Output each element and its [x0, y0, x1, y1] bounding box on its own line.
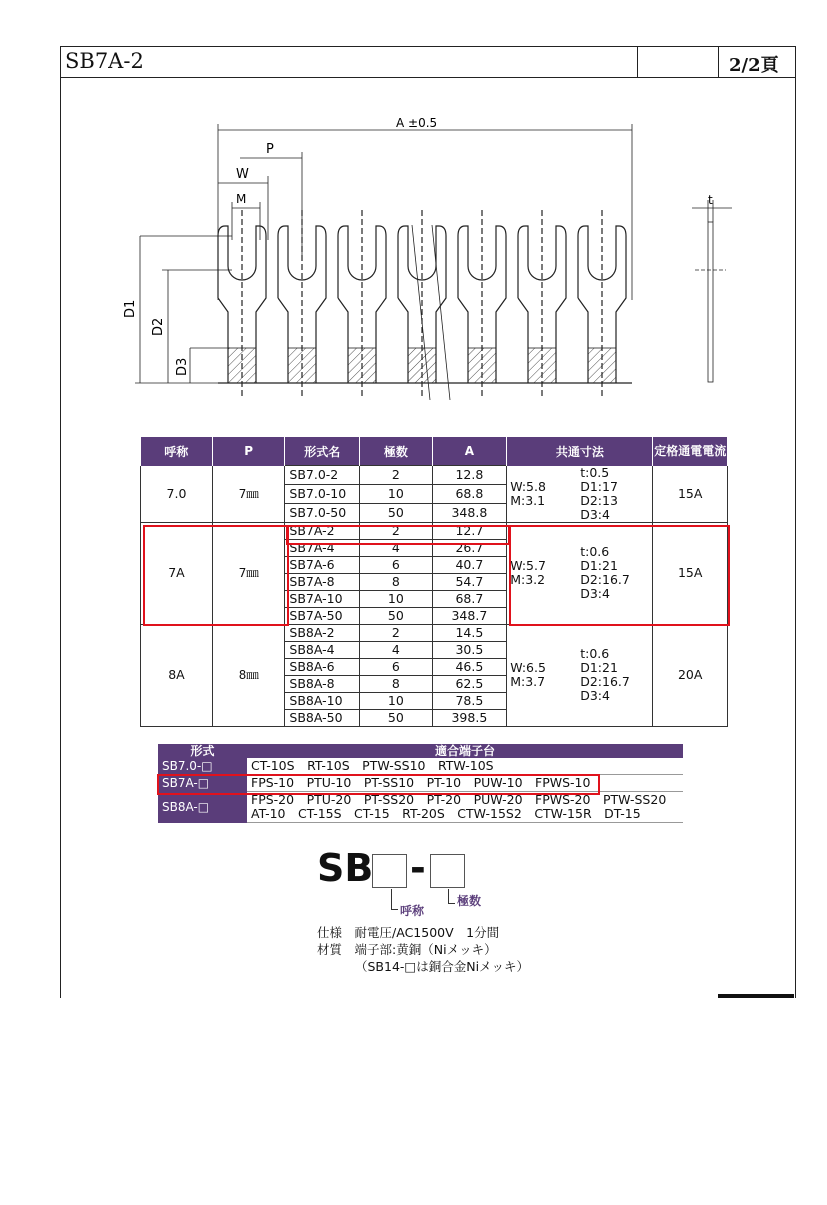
- length-cell: 68.7: [432, 590, 507, 607]
- dimension-value: D1:21: [580, 660, 618, 675]
- length-cell: 62.5: [432, 675, 507, 692]
- poles-cell: 50: [360, 709, 432, 726]
- length-cell: 26.7: [432, 539, 507, 556]
- dimension-value: D3:4: [580, 688, 610, 703]
- col-header: 形式: [158, 744, 247, 758]
- col-header: 共通寸法: [507, 437, 653, 466]
- rated-current: 20A: [653, 624, 728, 726]
- rated-current: 15A: [653, 522, 728, 624]
- group-name: 7A: [141, 522, 213, 624]
- poles-cell: 2: [360, 466, 432, 485]
- col-header: 定格通電電流: [653, 437, 728, 466]
- dimension-d1: D1: [123, 299, 138, 318]
- length-cell: 46.5: [432, 658, 507, 675]
- poles-cell: 8: [360, 573, 432, 590]
- hatched-base: [228, 348, 616, 383]
- poles-cell: 4: [360, 539, 432, 556]
- length-cell: 40.7: [432, 556, 507, 573]
- model-cell: SB7A-10: [285, 590, 360, 607]
- code-prefix: SB: [317, 846, 374, 890]
- model-cell: SB8A-10: [285, 692, 360, 709]
- terminal-line: AT-10 CT-15S CT-15 RT-20S CTW-15S2 CTW-15R DT-15: [251, 806, 641, 821]
- dimension-d3: D3: [175, 357, 190, 376]
- terminal-line: FPS-10 PTU-10 PT-SS10 PT-10 PUW-10 FPWS-10: [251, 775, 591, 790]
- dimension-value: D3:4: [580, 586, 610, 601]
- col-header: A: [432, 437, 507, 466]
- code-box-name: [372, 854, 407, 888]
- rated-current: 15A: [653, 466, 728, 523]
- material-note: （SB14-□は銅合金Niメッキ）: [355, 959, 530, 974]
- dimension-value: W:5.8: [510, 478, 546, 494]
- dimension-value: W:6.5: [510, 660, 546, 675]
- model-cell: SB7A-50: [285, 607, 360, 624]
- dimension-t: t: [708, 193, 713, 207]
- group-name: 7.0: [141, 466, 213, 523]
- poles-cell: 10: [360, 692, 432, 709]
- group-name: 8A: [141, 624, 213, 726]
- hatch-area: [528, 348, 556, 383]
- hatch-area: [588, 348, 616, 383]
- hatch-area: [408, 348, 436, 383]
- technical-drawing: [0, 0, 827, 420]
- dimension-value: t:0.6: [580, 646, 610, 661]
- model-cell: SB8A-4: [285, 641, 360, 658]
- table-row: [141, 522, 728, 539]
- poles-cell: 50: [360, 607, 432, 624]
- length-cell: 12.8: [432, 466, 507, 485]
- poles-cell: 8: [360, 675, 432, 692]
- dimension-value: M:3.7: [510, 674, 546, 689]
- model-cell: SB8A-6: [285, 658, 360, 675]
- length-cell: 68.8: [432, 484, 507, 503]
- table-row: [141, 624, 728, 641]
- dimension-value: D1:21: [580, 558, 618, 573]
- compat-table: [158, 744, 683, 823]
- model-cell: SB8A-2: [285, 624, 360, 641]
- terminal-list: [247, 758, 683, 775]
- dimension-value: D3:4: [580, 506, 610, 522]
- model-cell: SB8A-50: [285, 709, 360, 726]
- length-cell: 398.5: [432, 709, 507, 726]
- hatch-area: [228, 348, 256, 383]
- model-code: [317, 846, 517, 916]
- dimension-value: D2:16.7: [580, 572, 630, 587]
- poles-cell: 10: [360, 590, 432, 607]
- length-cell: 12.7: [432, 522, 507, 539]
- common-dimensions: [507, 466, 653, 523]
- group-pitch: 7㎜: [213, 466, 285, 523]
- poles-cell: 10: [360, 484, 432, 503]
- code-dash: -: [410, 846, 426, 890]
- dimension-w: W: [236, 167, 249, 182]
- length-cell: 348.7: [432, 607, 507, 624]
- model-cell: SB7A-8: [285, 573, 360, 590]
- length-cell: 78.5: [432, 692, 507, 709]
- notes: [317, 924, 529, 975]
- spec-header-row: [141, 437, 728, 466]
- col-header: 適合端子台: [247, 744, 683, 758]
- poles-cell: 6: [360, 556, 432, 573]
- terminal-list: [247, 792, 683, 823]
- poles-cell: 6: [360, 658, 432, 675]
- model-cell: SB7.0-□: [158, 758, 247, 775]
- poles-cell: 50: [360, 503, 432, 522]
- model-cell: SB7.0-2: [285, 466, 360, 485]
- dimension-value: t:0.6: [580, 544, 610, 559]
- dimension-d2: D2: [151, 317, 166, 336]
- terminal-list: [247, 775, 683, 792]
- length-cell: 30.5: [432, 641, 507, 658]
- model-cell: SB7A-4: [285, 539, 360, 556]
- poles-cell: 2: [360, 522, 432, 539]
- bracket: [448, 889, 455, 904]
- dimension-a: A ±0.5: [396, 116, 438, 130]
- model-cell: SB8A-8: [285, 675, 360, 692]
- hatch-area: [468, 348, 496, 383]
- hatch-area: [288, 348, 316, 383]
- length-cell: 348.8: [432, 503, 507, 522]
- code-label-name: 呼称: [400, 904, 425, 918]
- common-dimensions: [507, 624, 653, 726]
- dimension-value: t:0.5: [580, 464, 610, 480]
- group-pitch: 7㎜: [213, 522, 285, 624]
- code-box-poles: [430, 854, 465, 888]
- code-label-poles: 極数: [457, 894, 482, 908]
- spec-value: 耐電圧/AC1500V 1分間: [354, 925, 500, 940]
- table-row: [158, 775, 683, 792]
- model-cell: SB7A-□: [158, 775, 247, 792]
- col-header: 呼称: [141, 437, 213, 466]
- table-row: [158, 792, 683, 823]
- model-cell: SB7.0-10: [285, 484, 360, 503]
- page-number: 2/2頁: [729, 55, 779, 76]
- col-header: P: [213, 437, 285, 466]
- dimension-value: M:3.1: [510, 492, 546, 508]
- dimension-m: M: [236, 192, 247, 206]
- bottom-bar: [718, 994, 794, 998]
- terminal-line: CT-10S RT-10S PTW-SS10 RTW-10S: [251, 758, 494, 773]
- dimension-value: M:3.2: [510, 572, 546, 587]
- material-value: 端子部:黄銅（Niメッキ）: [354, 942, 497, 957]
- group-pitch: 8㎜: [213, 624, 285, 726]
- dimension-p: P: [266, 142, 274, 157]
- table-row: [141, 466, 728, 485]
- spec-label: 仕様: [317, 925, 343, 940]
- bracket: [391, 889, 398, 910]
- spec-table: [140, 437, 728, 727]
- length-cell: 54.7: [432, 573, 507, 590]
- dimension-value: D2:13: [580, 492, 618, 508]
- poles-cell: 4: [360, 641, 432, 658]
- length-cell: 14.5: [432, 624, 507, 641]
- dimension-value: D1:17: [580, 478, 618, 494]
- dimension-value: W:5.7: [510, 558, 546, 573]
- col-header: 極数: [360, 437, 432, 466]
- poles-cell: 2: [360, 624, 432, 641]
- col-header: 形式名: [285, 437, 360, 466]
- model-cell: SB8A-□: [158, 792, 247, 823]
- common-dimensions: [507, 522, 653, 624]
- model-cell: SB7.0-50: [285, 503, 360, 522]
- model-cell: SB7A-6: [285, 556, 360, 573]
- terminal-line: FPS-20 PTU-20 PT-SS20 PT-20 PUW-20 FPWS-20 PTW-SS20: [251, 792, 667, 807]
- material-label: 材質: [317, 942, 343, 957]
- drawing-title: SB7A-2: [65, 49, 144, 73]
- hatch-area: [348, 348, 376, 383]
- dimension-value: D2:16.7: [580, 674, 630, 689]
- table-row: [158, 758, 683, 775]
- model-cell: SB7A-2: [285, 522, 360, 539]
